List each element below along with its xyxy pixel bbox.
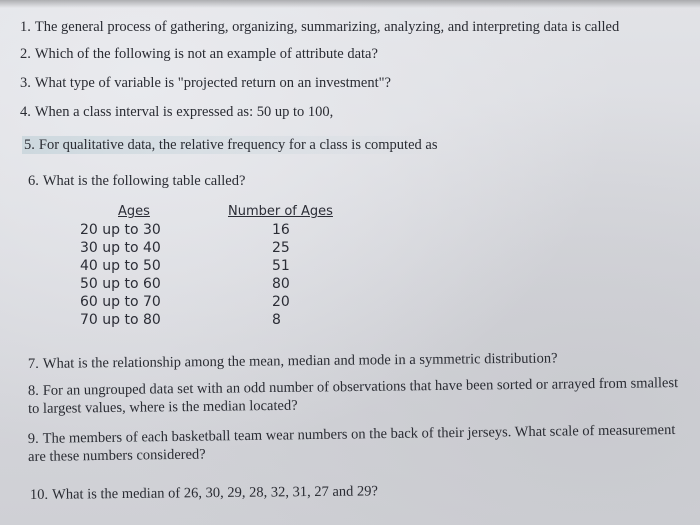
question-10: [30, 482, 378, 504]
question-text: What is the median of 26, 30, 29, 28, 32, 31, 27 and 29?: [52, 483, 378, 503]
ages-cell: 70 up to 80: [80, 312, 161, 328]
question-text: What type of variable is "projected return on an investment"?: [34, 75, 391, 91]
count-cell: 8: [272, 312, 281, 328]
count-cell: 20: [272, 294, 290, 310]
question-number: 5.: [24, 137, 35, 153]
question-3: [20, 74, 391, 92]
question-number: 1.: [20, 19, 31, 35]
question-text: What is the relationship among the mean, median and mode in a symmetric distribution?: [42, 350, 558, 372]
ages-cell: 50 up to 60: [80, 276, 161, 292]
question-text: For qualitative data, the relative frequency for a class is computed as: [38, 137, 438, 153]
question-number: 2.: [20, 46, 31, 62]
question-number: 6.: [28, 173, 39, 189]
count-cell: 51: [272, 258, 290, 274]
count-cell: 16: [272, 222, 290, 238]
question-4: [20, 103, 333, 121]
question-9: [28, 421, 693, 466]
ages-cell: 30 up to 40: [80, 240, 161, 256]
question-2: [20, 45, 378, 63]
question-6: [28, 172, 245, 190]
question-number: 9.: [27, 430, 39, 448]
count-cell: 25: [272, 240, 290, 256]
question-8: [28, 374, 693, 418]
question-text: The general process of gathering, organizing, summarizing, analyzing, and interpreting data is called: [34, 19, 620, 35]
ages-cell: 40 up to 50: [80, 258, 161, 274]
question-number: 7.: [27, 355, 39, 372]
ages-cell: 60 up to 70: [80, 294, 161, 310]
count-header: Number of Ages: [228, 204, 333, 219]
ages-header: Ages: [118, 204, 150, 219]
ages-column: [80, 203, 190, 329]
question-text: What is the following table called?: [42, 173, 246, 189]
question-5: [22, 136, 439, 154]
question-text: For an ungrouped data set with an odd number of observations that have been sorted or arrayed from smallest to largest values, where is the median located?: [28, 375, 679, 417]
page-top-shadow: [0, 0, 700, 8]
question-number: 4.: [20, 104, 31, 120]
question-number: 8.: [27, 382, 39, 400]
question-number: 10.: [29, 486, 49, 503]
question-7: [28, 349, 558, 373]
count-column: [228, 203, 348, 329]
question-text: Which of the following is not an example of attribute data?: [34, 46, 378, 62]
question-1: [20, 18, 619, 36]
question-text: When a class interval is expressed as: 50 up to 100,: [34, 104, 334, 120]
question-number: 3.: [20, 75, 31, 91]
question-text: The members of each basketball team wear numbers on the back of their jerseys. What scale of measurement are these numbers considered?: [28, 421, 676, 465]
count-cell: 80: [272, 276, 290, 292]
ages-cell: 20 up to 30: [80, 222, 161, 238]
